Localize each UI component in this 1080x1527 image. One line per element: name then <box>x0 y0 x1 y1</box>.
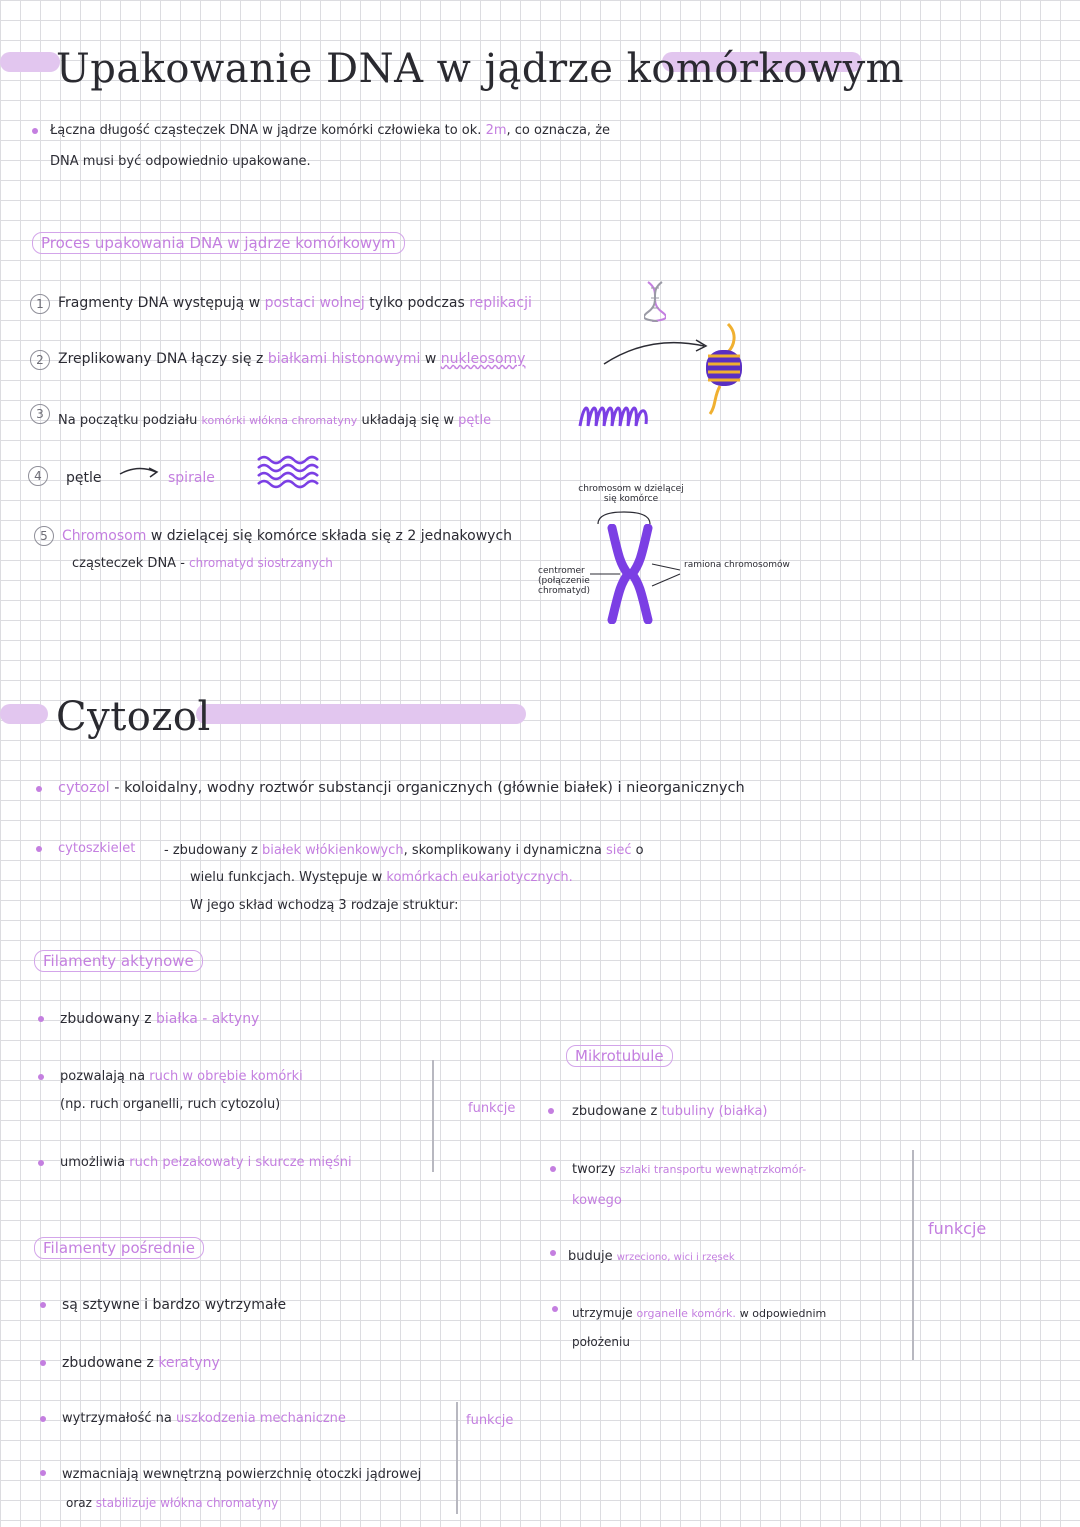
actin-bullet-2-example: (np. ruch organelli, ruch cytozolu) <box>60 1097 281 1112</box>
page-title: Upakowanie DNA w jądrze komórkowym <box>56 46 905 92</box>
step-5-line-1: Chromosom w dzielącej się komórce składa się z 2 jednakowych <box>62 528 513 544</box>
micro-functions-bracket <box>912 1150 914 1360</box>
step-number-5: 5 <box>34 526 54 546</box>
micro-bullet-4-cont: położeniu <box>572 1335 630 1349</box>
title-highlight-left <box>0 52 60 72</box>
intro-line-2: DNA musi być odpowiednio upakowane. <box>50 154 311 169</box>
section-title-cytozol: Cytozol <box>56 694 211 740</box>
actin-functions-bracket <box>432 1060 434 1172</box>
step-number-4: 4 <box>28 466 48 486</box>
step-number-1: 1 <box>30 294 50 314</box>
arrow-right-icon <box>118 462 160 480</box>
actin-bullet-2: pozwalają na ruch w obrębie komórki <box>60 1069 303 1084</box>
process-label: Proces upakowania DNA w jądrze komórkowym <box>32 232 405 254</box>
micro-bullet-2: tworzy szlaki transportu wewnątrzkomór- <box>572 1162 807 1177</box>
dna-helix-icon <box>644 280 666 322</box>
bullet <box>40 1470 46 1476</box>
microtubules-label: Mikrotubule <box>566 1045 673 1067</box>
step-3: Na początku podziału komórki włókna chromatyny układają się w pętle <box>58 413 492 428</box>
cytozol-highlight-right <box>196 704 526 724</box>
intermediate-bullet-4: wzmacniają wewnętrzną powierzchnię otoczki jądrowej <box>62 1467 422 1482</box>
intermediate-functions-label: funkcje <box>466 1413 514 1428</box>
intermediate-bullet-2: zbudowane z keratyny <box>62 1355 220 1371</box>
actin-bullet-3: umożliwia ruch pełzakowaty i skurcze mięśni <box>60 1155 352 1170</box>
micro-bullet-3: buduje wrzeciono, wici i rzęsek <box>568 1249 735 1264</box>
bullet <box>548 1108 554 1114</box>
spirals-icon <box>254 454 326 490</box>
step-number-3: 3 <box>30 404 50 424</box>
bullet <box>40 1360 46 1366</box>
intermediate-bullet-3: wytrzymałość na uszkodzenia mechaniczne <box>62 1411 346 1426</box>
step-5-line-2: cząsteczek DNA - chromatyd siostrzanych <box>72 556 333 571</box>
micro-bullet-1: zbudowane z tubuliny (białka) <box>572 1104 768 1119</box>
bullet <box>38 1160 44 1166</box>
chromatin-loops-icon <box>576 398 652 432</box>
bullet <box>40 1302 46 1308</box>
cytozol-highlight-left <box>0 704 48 724</box>
cytoszkielet-term: cytoszkielet <box>58 841 136 856</box>
actin-filaments-label: Filamenty aktynowe <box>34 950 203 972</box>
chromosome-arms-label: ramiona chromosomów <box>684 560 790 570</box>
nucleosome-icon <box>698 322 748 416</box>
actin-bullet-1: zbudowany z białka - aktyny <box>60 1011 260 1027</box>
step-number-2: 2 <box>30 350 50 370</box>
arrow-to-nucleosome-icon <box>600 332 712 368</box>
actin-functions-label: funkcje <box>468 1101 516 1116</box>
intermediate-filaments-label: Filamenty pośrednie <box>34 1237 204 1259</box>
centromere-label: centromer (połączenie chromatyd) <box>538 566 591 596</box>
bullet <box>36 846 42 852</box>
bullet <box>40 1416 46 1422</box>
bullet <box>38 1074 44 1080</box>
micro-bullet-4: utrzymuje organelle komórk. w odpowiednim <box>572 1306 827 1320</box>
intermediate-functions-bracket <box>456 1402 458 1514</box>
micro-bullet-2-cont: kowego <box>572 1193 622 1208</box>
intermediate-bullet-1: są sztywne i bardzo wytrzymałe <box>62 1297 287 1313</box>
step-4-left: pętle <box>66 470 102 486</box>
chromosome-icon <box>590 524 690 624</box>
cytozol-definition: cytozol - koloidalny, wodny roztwór substancji organicznych (głównie białek) i nieorganicznych <box>58 780 745 796</box>
intermediate-bullet-4-cont: oraz stabilizuje włókna chromatyny <box>66 1496 279 1510</box>
cytoszkielet-line-1: - zbudowany z białek włókienkowych, skomplikowany i dynamiczna sieć o <box>164 843 644 858</box>
micro-functions-label: funkcje <box>928 1219 987 1238</box>
cytoszkielet-line-3: W jego skład wchodzą 3 rodzaje struktur: <box>190 898 459 913</box>
chromosome-top-label: chromosom w dzielącej się komórce <box>578 484 684 504</box>
bullet <box>550 1166 556 1172</box>
step-1: Fragmenty DNA występują w postaci wolnej tylko podczas replikacji <box>58 295 532 311</box>
bullet <box>552 1306 558 1312</box>
cytoszkielet-line-2: wielu funkcjach. Występuje w komórkach eukariotycznych. <box>190 870 573 885</box>
intro-line-1: Łączna długość cząsteczek DNA w jądrze komórki człowieka to ok. 2m, co oznacza, że <box>50 123 611 138</box>
bullet <box>36 786 42 792</box>
bullet <box>38 1016 44 1022</box>
bullet <box>550 1250 556 1256</box>
step-4-right: spirale <box>168 470 215 486</box>
step-2: Zreplikowany DNA łączy się z białkami histonowymi w nukleosomy <box>58 351 526 367</box>
bullet <box>32 128 38 134</box>
